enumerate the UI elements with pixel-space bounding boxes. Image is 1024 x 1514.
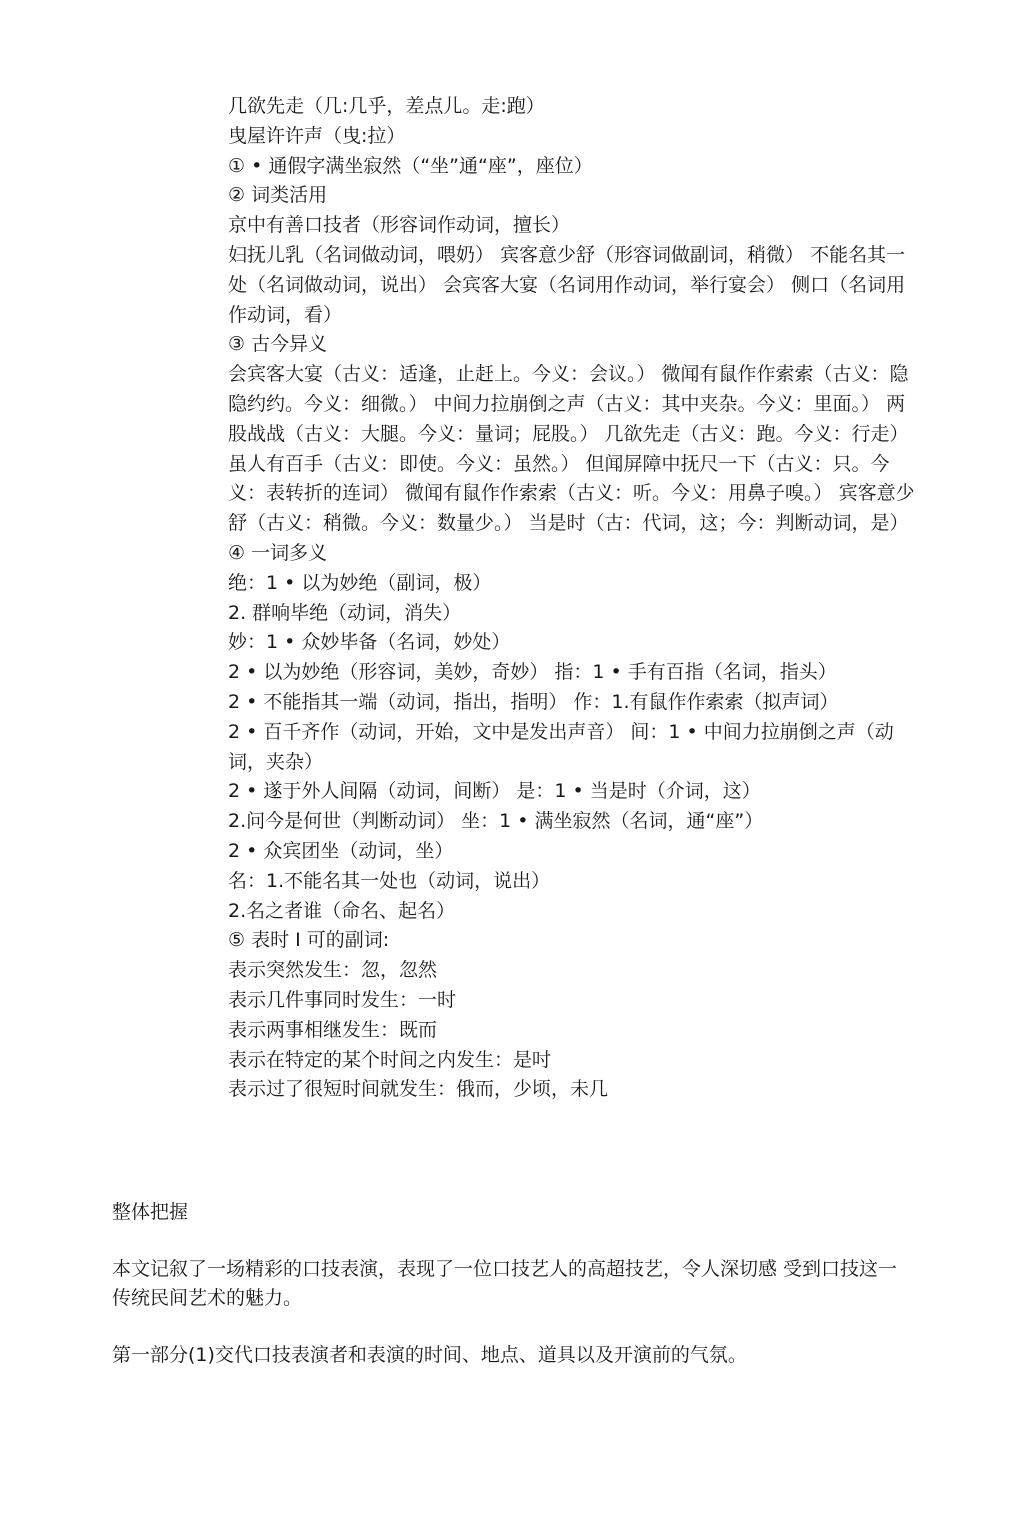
annotation-notes [228,92,918,1105]
part-one-paragraph: 第一部分(1)交代口技表演者和表演的时间、地点、道具以及开演前的气氛。 [112,1344,747,1366]
note-line: 几欲先走（几:几乎，差点儿。走:跑） [228,95,545,117]
note-line: 表示在特定的某个时间之内发生：是吋 [228,1048,552,1071]
note-line: 表示突然发生：忽，忽然 [228,959,438,982]
note-line: 名：1.不能名其一处也（动词，说出） [228,869,551,892]
note-line: 虽人有百手（古义：即使。今义：虽然。） 但闻屏障中抚尺一下（古义：只。今义：表转折的连词） 微闻有鼠作作索索（古义：听。今义：用鼻子嗅。） 宾客意少舒（古义：稍微。今义：数量少。） 当是时（古：代词，这；今：判断动词，是） [228,452,915,535]
note-line: ⑤ 表时 I 可的副词: [228,929,390,952]
note-line: 2. 群响毕绝（动词，消失） [228,601,462,624]
note-line: 曳屋许许声（曳:拉） [228,124,406,147]
note-line: 2.名之者谁（命名、起名） [228,899,456,922]
note-line: 2.问今是何世（判断动词） 坐：1 • 满坐寂然（名词，通“座”） [228,810,764,833]
note-line: 妙：1 • 众妙毕备（名词，妙处） [228,631,511,654]
note-line: 表示两事相继发生：既而 [228,1018,438,1041]
note-line: 2 • 遂于外人间隔（动词，间断） 是：1 • 当是时（介词，这） [228,780,761,803]
note-line: ② 词类活用 [228,184,328,207]
note-line: 绝：1 • 以为妙绝（副词，极） [228,571,492,594]
note-line: 京中有善口技者（形容词作动词，擅长） [228,214,571,237]
section-heading: 整体把握 [112,1201,189,1223]
note-line: 表示几件事同时发生：一时 [228,988,457,1011]
note-line: 2 • 百千齐作（动词，开始，文中是发出声音） 间：1 • 中间力拉崩倒之声（动词，夹杂） [228,720,894,773]
note-line: 2 • 以为妙绝（形容词，美妙，奇妙） 指：1 • 手有百指（名词，指头） [228,661,837,684]
note-line: 会宾客大宴（古义：适逢，止赶上。今义：会议。） 微闻有鼠作作索索（古义：隐隐约约。今义：细微。） 中间力拉崩倒之声（古义：其中夹杂。今义：里面。） 两股战战（古义：大腿。今义：量词；屁股。） 几欲先走（古义：跑。今义：行走） [228,363,909,445]
summary-paragraph: 本文记叙了一场精彩的口技表演，表现了一位口技艺人的高超技艺，令人深切感 受到口技这一传统民间艺术的魅力。 [112,1258,898,1309]
note-line: 表示过了很短时间就发生：俄而，少顷，未几 [228,1078,609,1101]
note-line: 妇抚儿乳（名词做动词，喂奶） 宾客意少舒（形容词做副词，稍微） 不能名其一处（名词做动词，说出） 会宾客大宴（名词用作动词，举行宴会） 侧口（名词用作动词，看） [228,243,906,326]
note-line: 2 • 不能指其一端（动词，指出，指明） 作：1.有鼠作作索索（拟声词） [228,690,839,713]
note-line: ④ 一词多义 [228,541,328,564]
note-line: 2 • 众宾团坐（动词，坐） [228,839,454,862]
note-line: ③ 古今异义 [228,333,328,356]
summary-section [112,1198,912,1370]
note-line: ① • 通假字满坐寂然（“坐”通“座”，座位） [228,154,593,177]
